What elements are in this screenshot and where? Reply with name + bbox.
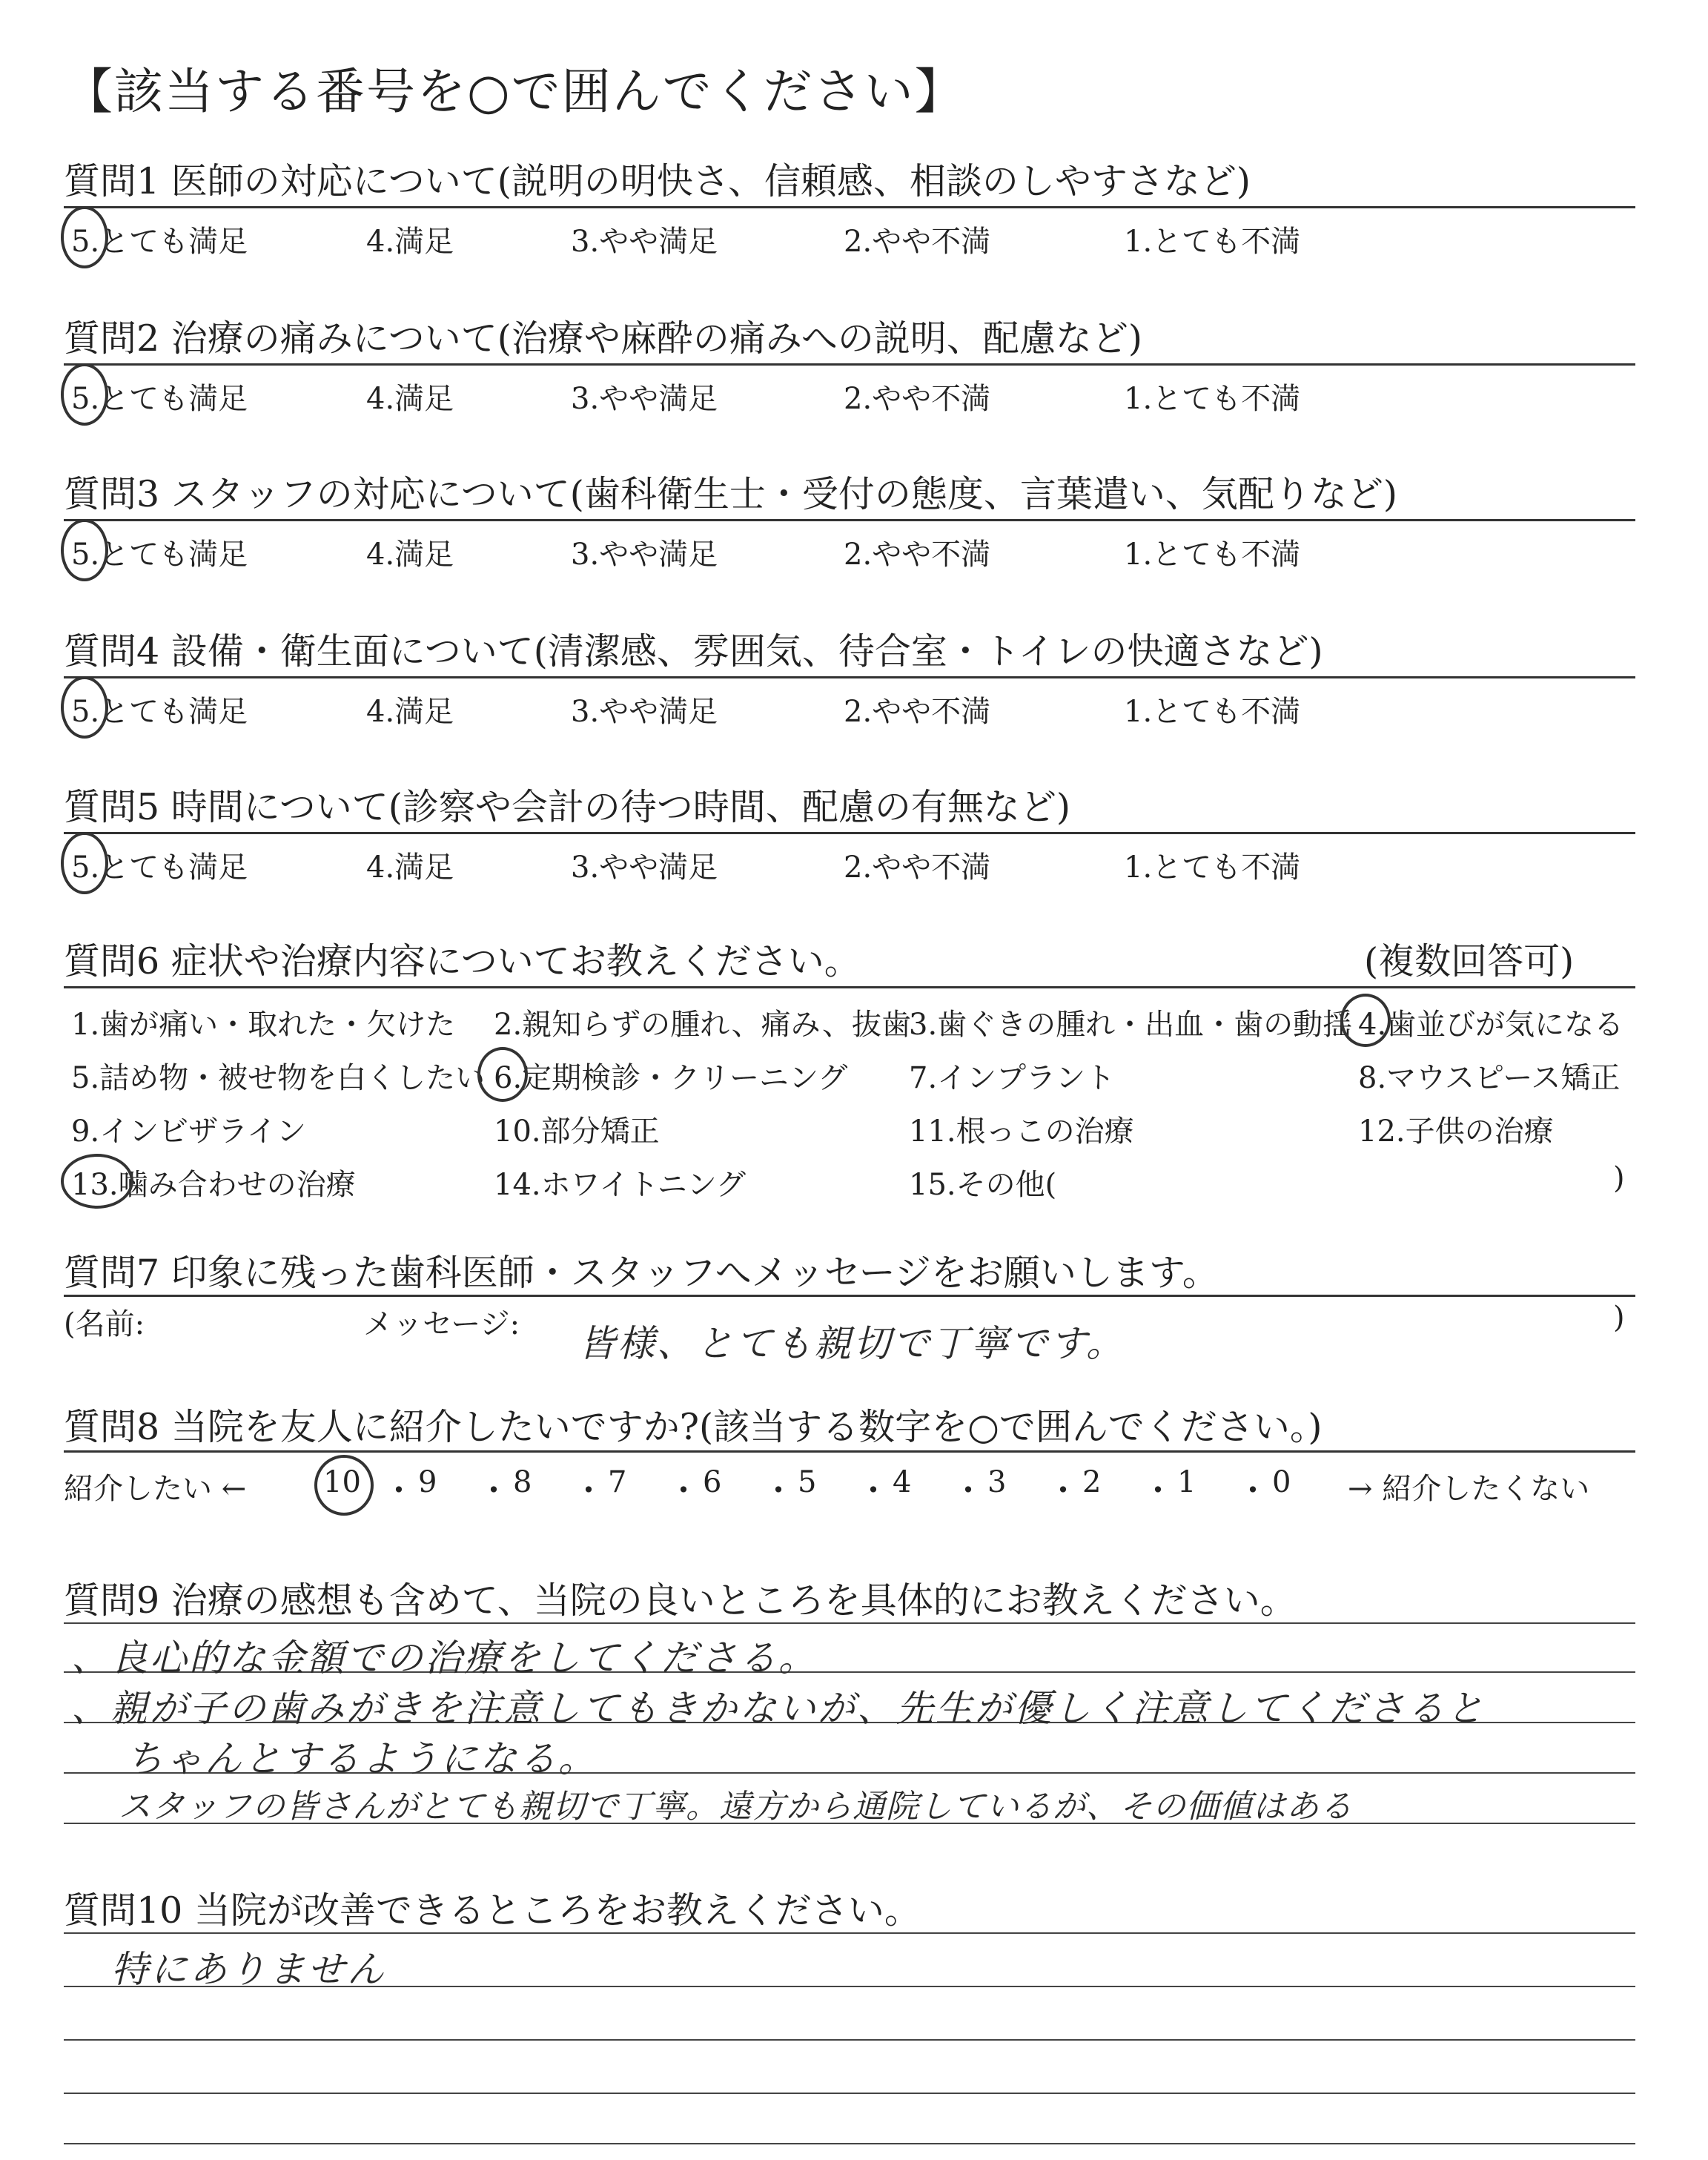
q5-option-1[interactable]: 1.とても不満 [1124,851,1301,885]
q4-rule [64,676,1635,678]
q3-label: 質問3 スタッフの対応について(歯科衛生士・受付の態度、言葉遣い、気配りなど) [64,473,1398,515]
q8-scale-separator: ・ [952,1472,984,1510]
q2-option-1[interactable]: 1.とても不満 [1124,382,1301,416]
q4-option-3[interactable]: 3.やや満足 [571,695,718,729]
q6-item-12[interactable]: 12.子供の治療 [1358,1114,1554,1149]
q10-answer: 特にありません [111,1948,386,1991]
q8-scale-separator: ・ [762,1472,795,1510]
q6-item-4[interactable]: 4.歯並びが気になる [1358,1008,1624,1042]
q6-item-7[interactable]: 7.インプラント [909,1061,1116,1095]
q7-message-text: 皆様、とても親切で丁寧です。 [578,1322,1125,1365]
q6-item-14[interactable]: 14.ホワイトニング [494,1168,747,1202]
q2-option-4[interactable]: 4.満足 [366,382,454,416]
q1-option-5[interactable]: 5.とても満足 [71,225,248,259]
q7-rule [64,1295,1635,1297]
q2-option-3[interactable]: 3.やや満足 [571,382,718,416]
q6-item-10[interactable]: 10.部分矯正 [494,1114,660,1149]
q2-option-2[interactable]: 2.やや不満 [844,382,991,416]
q9-label: 質問9 治療の感想も含めて、当院の良いところを具体的にお教えください。 [64,1579,1297,1622]
q8-scale-7[interactable]: 7 [608,1465,627,1499]
q4-option-4[interactable]: 4.満足 [366,695,454,729]
q3-option-1[interactable]: 1.とても不満 [1124,538,1301,572]
q5-rule [64,832,1635,834]
q3-option-5[interactable]: 5.とても満足 [71,538,248,572]
q5-label: 質問5 時間について(診察や会計の待つ時間、配慮の有無など) [64,786,1071,828]
q8-scale-1[interactable]: 1 [1177,1465,1196,1499]
q3-selected-mark [61,519,108,581]
q8-scale-separator: ・ [1047,1472,1079,1510]
q6-label: 質問6 症状や治療内容についてお教えください。 [64,940,861,982]
q7-label: 質問7 印象に残った歯科医師・スタッフへメッセージをお願いします。 [64,1252,1219,1294]
q8-scale-3[interactable]: 3 [987,1465,1007,1499]
q10-rule-1 [64,1932,1635,1934]
q7-close: ) [1613,1301,1625,1335]
q5-option-4[interactable]: 4.満足 [366,851,454,885]
q5-option-3[interactable]: 3.やや満足 [571,851,718,885]
q6-item-3[interactable]: 3.歯ぐきの腫れ・出血・歯の動揺 [909,1008,1353,1042]
q7-name-label: (名前: [64,1307,145,1341]
q3-option-4[interactable]: 4.満足 [366,538,454,572]
q6-item-5[interactable]: 5.詰め物・被せ物を白くしたい [71,1061,486,1095]
q6-item-8[interactable]: 8.マウスピース矯正 [1358,1061,1621,1095]
q5-selected-mark [61,832,108,894]
q10-rule-5 [64,2143,1635,2144]
q5-option-2[interactable]: 2.やや不満 [844,851,991,885]
q4-option-2[interactable]: 2.やや不満 [844,695,991,729]
q8-scale-separator: ・ [477,1472,510,1510]
q6-selected-6-mark [477,1047,528,1102]
q8-scale-separator: ・ [1142,1472,1174,1510]
q6-item-15-close: ) [1613,1161,1625,1195]
q2-label: 質問2 治療の痛みについて(治療や麻酔の痛みへの説明、配慮など) [64,317,1143,360]
q8-scale-separator: ・ [1237,1472,1269,1510]
q5-option-5[interactable]: 5.とても満足 [71,851,248,885]
q9-line-2: 、親が子の歯みがきを注意してもきかないが、先生が優しく注意してくださると [71,1687,1486,1730]
q6-item-11[interactable]: 11.根っこの治療 [909,1114,1134,1149]
q6-item-15[interactable]: 15.その他( [909,1168,1057,1202]
q4-option-1[interactable]: 1.とても不満 [1124,695,1301,729]
q6-note: (複数回答可) [1364,940,1575,982]
q6-selected-4-mark [1340,994,1391,1047]
q1-option-1[interactable]: 1.とても不満 [1124,225,1301,259]
q8-scale-separator: ・ [857,1472,890,1510]
q6-rule [64,986,1635,988]
q8-scale-0[interactable]: 0 [1272,1465,1291,1499]
q6-item-2[interactable]: 2.親知らずの腫れ、痛み、抜歯 [494,1008,911,1042]
q8-left-label: 紹介したい ← [64,1472,247,1506]
q10-label: 質問10 当院が改善できるところをお教えください。 [64,1889,921,1932]
q1-option-3[interactable]: 3.やや満足 [571,225,718,259]
q8-scale-2[interactable]: 2 [1082,1465,1102,1499]
q6-item-1[interactable]: 1.歯が痛い・取れた・欠けた [71,1008,456,1042]
q9-line-4: スタッフの皆さんがとても親切で丁寧。遠方から通院しているが、その価値はある [119,1788,1353,1826]
q8-scale-8[interactable]: 8 [513,1465,532,1499]
q4-selected-mark [61,676,108,739]
q8-label: 質問8 当院を友人に紹介したいですか?(該当する数字を○で囲んでください。) [64,1406,1323,1448]
q10-rule-4 [64,2093,1635,2094]
q1-selected-mark [61,206,108,268]
q8-right-label: → 紹介したくない [1348,1472,1590,1506]
q8-scale-9[interactable]: 9 [418,1465,437,1499]
q8-scale-separator: ・ [383,1472,415,1510]
q9-line-3: ちゃんとするようになる。 [126,1737,598,1780]
q6-item-9[interactable]: 9.インビザライン [71,1114,306,1149]
q2-rule [64,363,1635,366]
q8-scale-separator: ・ [667,1472,700,1510]
q1-label: 質問1 医師の対応について(説明の明快さ、信頼感、相談のしやすさなど) [64,160,1251,202]
q8-scale-5[interactable]: 5 [798,1465,817,1499]
q8-scale-4[interactable]: 4 [893,1465,912,1499]
q3-rule [64,519,1635,521]
q8-scale-6[interactable]: 6 [703,1465,722,1499]
q7-message-label: メッセージ: [363,1307,520,1341]
q10-rule-3 [64,2039,1635,2041]
q8-selected-mark [314,1455,374,1516]
q6-selected-13-mark [61,1154,133,1209]
q3-option-2[interactable]: 2.やや不満 [844,538,991,572]
q1-option-4[interactable]: 4.満足 [366,225,454,259]
q9-rule-1 [64,1622,1635,1624]
q2-option-5[interactable]: 5.とても満足 [71,382,248,416]
q6-item-6[interactable]: 6.定期検診・クリーニング [494,1061,848,1095]
q4-option-5[interactable]: 5.とても満足 [71,695,248,729]
q8-rule [64,1450,1635,1453]
q8-scale-10[interactable]: 10 [323,1465,361,1499]
q2-selected-mark [61,363,108,426]
q4-label: 質問4 設備・衛生面について(清潔感、雰囲気、待合室・トイレの快適さなど) [64,630,1323,673]
q8-scale-separator: ・ [572,1472,605,1510]
q1-rule [64,206,1635,208]
q1-option-2[interactable]: 2.やや不満 [844,225,991,259]
survey-title: 【該当する番号を○で囲んでください】 [64,63,965,120]
q3-option-3[interactable]: 3.やや満足 [571,538,718,572]
q9-line-1: 、良心的な金額での治療をしてくださる。 [71,1636,818,1680]
q6-item-13[interactable]: 13.噛み合わせの治療 [71,1168,356,1202]
